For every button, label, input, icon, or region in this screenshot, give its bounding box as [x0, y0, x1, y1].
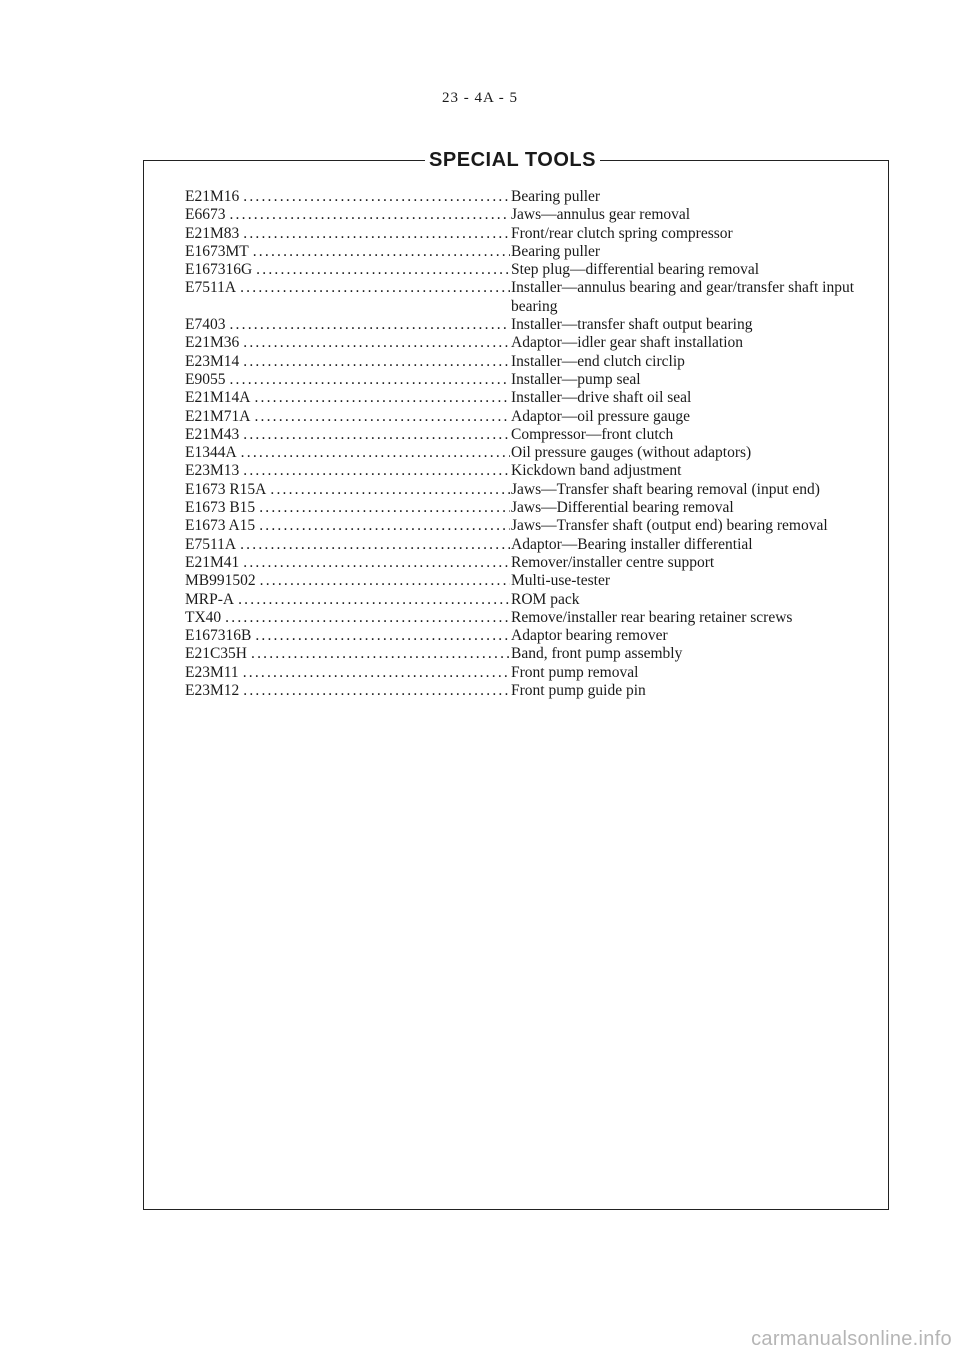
tool-code-cell: [185, 517, 510, 535]
tool-code: E1673 R15A: [185, 480, 267, 498]
dot-leader: [254, 408, 510, 426]
tool-row: [185, 188, 875, 206]
tool-row: [185, 444, 875, 462]
tool-description: Adaptor—idler gear shaft installation: [511, 334, 744, 352]
tool-code-cell: [185, 279, 510, 297]
tool-code: TX40: [185, 608, 222, 626]
tool-code-cell: [185, 334, 510, 352]
tool-code: E1673MT: [185, 242, 249, 260]
tool-row: [185, 645, 875, 663]
tool-code: E1673 A15: [185, 517, 256, 535]
dot-leader: [256, 261, 510, 279]
tool-description: Step plug—differential bearing removal: [511, 261, 760, 279]
tool-row: [185, 591, 875, 609]
tool-description: Installer—drive shaft oil seal: [511, 389, 692, 407]
tool-description: Front/rear clutch spring compressor: [511, 224, 733, 242]
tool-description: Jaws—Differential bearing removal: [511, 499, 734, 517]
tool-description: Multi-use-tester: [511, 572, 611, 590]
tool-row: [185, 243, 875, 261]
tool-code-cell: [185, 645, 510, 663]
tool-code: E23M14: [185, 352, 240, 370]
tool-code-cell: [185, 243, 510, 261]
tool-description: Oil pressure gauges (without adaptors): [511, 444, 752, 462]
tool-description: Installer—pump seal: [511, 370, 641, 388]
dot-leader: [243, 554, 510, 572]
tool-row: [185, 426, 875, 444]
dot-leader: [260, 572, 510, 590]
tool-code-cell: [185, 572, 510, 590]
dot-leader: [243, 188, 510, 206]
tool-code: E21M41: [185, 553, 240, 571]
tool-row: [185, 389, 875, 407]
tool-code: E1673 B15: [185, 499, 256, 517]
tool-code-cell: [185, 609, 510, 627]
tool-description: ROM pack: [511, 590, 580, 608]
tool-code-cell: [185, 426, 510, 444]
tool-description: Bearing puller: [511, 188, 601, 205]
dot-leader: [240, 279, 510, 297]
tool-code-cell: [185, 664, 510, 682]
tool-code: E21C35H: [185, 645, 247, 663]
tool-code: E23M13: [185, 462, 240, 480]
tool-code-cell: [185, 408, 510, 426]
footer-watermark: carmanualsonline.info: [751, 1328, 952, 1350]
tool-code-cell: [185, 371, 510, 389]
tool-code: E21M36: [185, 334, 240, 352]
tool-code: E1344A: [185, 444, 237, 462]
dot-leader: [243, 334, 510, 352]
tool-row: [185, 627, 875, 645]
dot-leader: [243, 664, 510, 682]
tool-code-cell: [185, 627, 510, 645]
tool-code-cell: [185, 353, 510, 371]
tool-code: E6673: [185, 206, 226, 224]
tool-row: [185, 554, 875, 572]
tool-description: Kickdown band adjustment: [511, 462, 682, 480]
tool-row: [185, 316, 875, 334]
tool-description: Compressor—front clutch: [511, 425, 674, 443]
tool-description: Front pump guide pin: [511, 682, 646, 700]
tool-code: E21M71A: [185, 407, 251, 425]
dot-leader: [243, 682, 510, 700]
dot-leader: [229, 371, 510, 389]
tool-description: Front pump removal: [511, 663, 639, 681]
dot-leader: [270, 481, 510, 499]
dot-leader: [251, 645, 510, 663]
tool-code: E7511A: [185, 279, 237, 297]
tool-code-cell: [185, 499, 510, 517]
tool-code: E7511A: [185, 535, 237, 553]
tool-code: E21M14A: [185, 389, 251, 407]
tool-code-cell: [185, 591, 510, 609]
tool-code: E21M43: [185, 425, 240, 443]
tool-row: [185, 261, 875, 279]
tool-row: [185, 279, 875, 316]
tool-code-cell: [185, 188, 510, 206]
dot-leader: [225, 609, 510, 627]
dot-leader: [243, 426, 510, 444]
tool-code: E7403: [185, 316, 226, 334]
tool-row: [185, 609, 875, 627]
tool-row: [185, 408, 875, 426]
tool-code-cell: [185, 554, 510, 572]
tool-row: [185, 462, 875, 480]
tool-description: Installer—end clutch circlip: [511, 352, 685, 370]
tool-description: Remove/installer rear bearing retainer screws: [511, 608, 793, 626]
tool-code: MB991502: [185, 572, 256, 590]
page-number: 23 - 4A - 5: [442, 90, 518, 106]
tool-code: E23M11: [185, 663, 239, 681]
tool-code-cell: [185, 206, 510, 224]
dot-leader: [253, 243, 510, 261]
dot-leader: [240, 536, 510, 554]
tool-code-cell: [185, 261, 510, 279]
tool-row: [185, 572, 875, 590]
tool-description: Jaws—Transfer shaft bearing removal (input end): [511, 480, 820, 498]
tool-code: E21M16: [185, 188, 240, 205]
tool-code-cell: [185, 389, 510, 407]
tool-code: E9055: [185, 370, 226, 388]
tool-row: [185, 536, 875, 554]
tool-row: [185, 481, 875, 499]
tool-row: [185, 334, 875, 352]
tool-code: E21M83: [185, 224, 240, 242]
tool-row: [185, 664, 875, 682]
tool-description: Band, front pump assembly: [511, 645, 683, 663]
tool-row: [185, 225, 875, 243]
tool-list: [185, 188, 875, 700]
tool-description: Installer—transfer shaft output bearing: [511, 316, 753, 334]
tool-row: [185, 371, 875, 389]
section-title: SPECIAL TOOLS: [429, 149, 596, 171]
tool-row: [185, 206, 875, 224]
dot-leader: [229, 206, 510, 224]
dot-leader: [241, 444, 510, 462]
tool-row: [185, 517, 875, 535]
dot-leader: [238, 591, 510, 609]
tool-row: [185, 682, 875, 700]
dot-leader: [243, 462, 510, 480]
dot-leader: [255, 627, 510, 645]
tool-code: MRP-A: [185, 590, 235, 608]
dot-leader: [259, 499, 510, 517]
tool-code: E167316G: [185, 261, 253, 279]
dot-leader: [229, 316, 510, 334]
tool-description: Adaptor bearing remover: [511, 627, 668, 645]
tool-code-cell: [185, 316, 510, 334]
dot-leader: [243, 353, 510, 371]
tool-description: Bearing puller: [511, 242, 601, 260]
tool-description: Adaptor—Bearing installer differential: [511, 535, 753, 553]
tool-code-cell: [185, 536, 510, 554]
tool-row: [185, 353, 875, 371]
dot-leader: [243, 225, 510, 243]
tool-code-cell: [185, 225, 510, 243]
tool-description: Remover/installer centre support: [511, 553, 715, 571]
tool-description: Jaws—Transfer shaft (output end) bearing removal: [511, 517, 828, 535]
tool-code-cell: [185, 444, 510, 462]
tool-code: E23M12: [185, 682, 240, 700]
tool-description: Adaptor—oil pressure gauge: [511, 407, 691, 425]
tool-code-cell: [185, 462, 510, 480]
dot-leader: [254, 389, 510, 407]
dot-leader: [259, 517, 510, 535]
tool-row: [185, 499, 875, 517]
tool-code-cell: [185, 682, 510, 700]
tool-code: E167316B: [185, 627, 252, 645]
tool-description: Jaws—annulus gear removal: [511, 206, 691, 224]
tool-description: Installer—annulus bearing and gear/transfer shaft input bearing: [511, 279, 855, 315]
tool-code-cell: [185, 481, 510, 499]
